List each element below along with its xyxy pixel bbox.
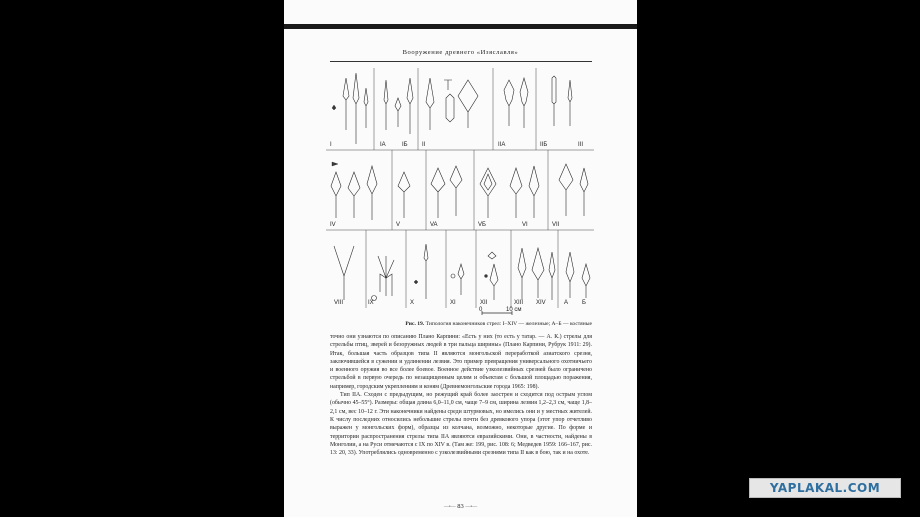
type-label: X [410,300,415,306]
arrowhead-type-IA [384,80,401,130]
site-watermark: YAPLAKAL.COM [749,478,901,498]
type-label: XIV [536,300,546,306]
figure-drawing [326,68,596,318]
arrowhead-type-II [426,78,454,130]
footer-ornament-left: —•— [443,505,456,510]
type-label: VIII [334,300,344,306]
arrowhead-type-V [398,172,410,218]
type-label: XIII [514,300,524,306]
arrowhead-typology-figure [326,68,596,318]
caption-number: Рис. 19. [405,321,425,327]
arrowhead-type-IB [407,78,413,134]
type-label: A [564,300,569,306]
arrowhead-type-A [566,252,574,298]
arrowhead-type-XII [485,252,499,300]
type-label: IV [330,222,336,228]
type-label: VБ [478,222,486,228]
paragraph: Тип IIA. Сходен с предыдущим, но режущий край более заострен и сходится под острым углом (обычно 45–55°). Размеры: общая длина 6,0–11,0 см, чаще 7–9 см, ширина лезвия 1,2–2,3 см, чаще 1,8–2,1 см, вес 10–12 г. Эти наконечники найдены среди штурмовых, но имелись они и у местных жителей. К числу последних относились небольшие стрелы почти без древкового упора (этот упор отчетливо выражен у монгольских форм), образцы из колчана, возможно, некоторые другие. По форме и территории распространения стрелы типа IIA являются евразийскими. Они, в частности, найдены в Монголии, а на Руси отмечаются с IX по XIV в. (Там же: 199, рис. 108: 6; Медведев 1959: 166–167, рис. 13: 20, 33). Употреблялись одновременно с узколезвийными срезнями типа II как в бою, так и на охоте. [330,392,592,457]
type-label: Б [582,300,586,306]
book-page [284,0,637,517]
caption-text: Типология наконечников стрел: I–XIV — железные; А–Б — костяные [424,321,592,327]
page-footer [284,503,637,510]
arrowhead-type-VB [480,166,539,218]
running-header: Вооружение древнего «Изяславля» [402,49,519,56]
type-label: V [396,222,401,228]
type-label: III [578,142,584,148]
scale-bar [479,307,521,315]
figure-caption [330,321,592,327]
type-label: IA [380,142,386,148]
scale-label: 10 см [506,307,522,313]
type-label: VII [552,222,560,228]
type-label: VI [522,222,528,228]
type-label: IIБ [540,142,548,148]
type-label: VA [430,222,438,228]
footer-ornament-right: —•— [465,505,478,510]
arrowhead-type-X [414,244,428,299]
arrowhead-type-XIV [549,252,555,300]
arrowhead-type-VII [559,164,588,216]
arrowhead-type-IX [372,256,395,301]
arrowhead-type-VIII [334,246,354,300]
arrowhead-type-B [582,264,590,298]
type-label: XII [480,300,488,306]
arrowhead-type-XI [451,264,464,295]
paragraph: точно они узнаются по описанию Плано Карпини: «Есть у них (то есть у татар. — А. К.) стрелы для стрельбы птиц, зверей и безоружных людей в три пальца ширины» (Плано Карпини, Рубрук 1911: 29). Итак, большая часть образцов типа II являются монгольской переработкой азиатского срезня, заключившейся в сужении и удлинении лезвия. Это пример превращения универсального охотничьего и военного оружия во все более боевое. Военное действие узколезвийных срезней было ограничено стрельбой в первую очередь по незащищенным целям и объектам с большой площадью поражения, например, городским укреплениям и коням (Древнемонгольские города 1965: 198). [330,334,592,390]
arrowhead-type-IV [331,162,377,220]
type-label: XI [450,300,456,306]
type-label: I [330,142,332,148]
body-text [330,333,592,457]
type-label: IIA [498,142,506,148]
arrowhead-type-VA [431,166,462,218]
arrowhead-type-IIA [458,80,478,128]
scale-zero: 0 [479,307,483,313]
arrowhead-type-I [332,73,368,144]
type-label: IБ [402,142,408,148]
header-rule [330,61,592,62]
type-label: II [422,142,426,148]
type-label: IX [368,300,374,306]
arrowhead-type-XIII [518,248,544,300]
arrowhead-type-IIB [504,78,528,128]
arrowhead-type-III [552,76,572,126]
page-top-bar [284,24,637,29]
page-number: 83 [457,503,464,510]
